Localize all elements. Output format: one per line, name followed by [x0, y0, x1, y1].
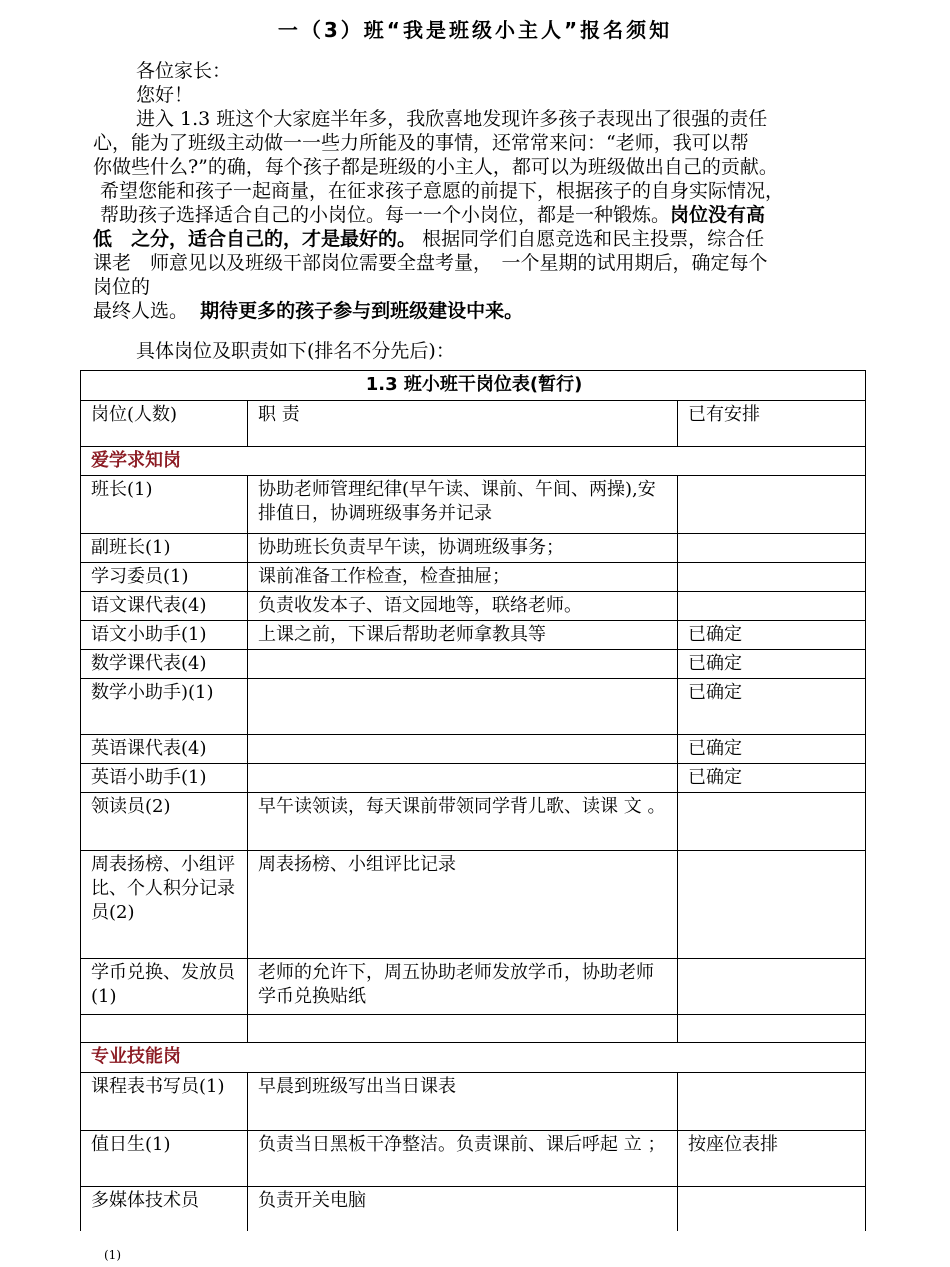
- status-cell: 已确定: [678, 621, 866, 650]
- table-row: [81, 1073, 866, 1131]
- status-cell: [678, 959, 866, 1015]
- role-cell: 语文小助手(1): [81, 621, 248, 650]
- role-cell: 多媒体技术员: [81, 1187, 248, 1231]
- emphasis-text: 岗位没有高: [670, 204, 766, 226]
- intro-line: 具体岗位及职责如下(排名不分先后)：: [136, 340, 455, 362]
- empty-row: [81, 1015, 866, 1043]
- status-cell: [678, 1073, 866, 1131]
- table-row: [81, 959, 866, 1015]
- empty-cell: [248, 1015, 678, 1043]
- duty-cell: 负责收发本子、语文园地等，联络老师。: [248, 592, 678, 621]
- status-cell: 已确定: [678, 735, 866, 764]
- role-cell: 领读员(2): [81, 793, 248, 851]
- paragraph-line-6: [93, 228, 764, 251]
- page-footnote: (1): [104, 1248, 121, 1262]
- duty-cell: 负责开关电脑: [248, 1187, 678, 1231]
- emphasis-text: 低 之分，适合自己的，才是最好的。: [93, 228, 417, 250]
- paragraph-line-7: 课老 师意见以及班级干部岗位需要全盘考量， 一个星期的试用期后，确定每个: [93, 252, 768, 274]
- table-row: [81, 735, 866, 764]
- role-cell: 数学小助手)(1): [81, 679, 248, 735]
- status-cell: [678, 592, 866, 621]
- table-row: [81, 764, 866, 793]
- duty-cell: 协助老师管理纪律(早午读、课前、午间、两操),安排值日，协调班级事务并记录: [248, 476, 678, 534]
- duty-cell: 上课之前，下课后帮助老师拿教具等: [248, 621, 678, 650]
- table-row: [81, 476, 866, 534]
- status-cell: 按座位表排: [678, 1131, 866, 1187]
- duty-cell: [248, 650, 678, 679]
- paragraph-line-4: 希望您能和孩子一起商量，在征求孩子意愿的前提下，根据孩子的自身实际情况，: [100, 180, 785, 202]
- paragraph-line-5: [100, 204, 765, 227]
- header-status: 已有安排: [678, 401, 866, 447]
- role-cell: 班长(1): [81, 476, 248, 534]
- table-row: [81, 534, 866, 563]
- paragraph-line-9: [93, 300, 523, 323]
- duty-cell: 课前准备工作检查，检查抽屉；: [248, 563, 678, 592]
- greeting: 各位家长：: [136, 60, 232, 82]
- empty-cell: [81, 1015, 248, 1043]
- status-cell: 已确定: [678, 650, 866, 679]
- status-cell: [678, 1187, 866, 1231]
- role-cell: 英语小助手(1): [81, 764, 248, 793]
- header-duty: 职 责: [248, 401, 678, 447]
- paragraph-text: 根据同学们自愿竞选和民主投票，综合任: [422, 228, 765, 250]
- table-row: [81, 592, 866, 621]
- paragraph-text: 最终人选。: [93, 300, 189, 322]
- table-row: [81, 1187, 866, 1231]
- duty-cell: 早午读领读，每天课前带领同学背儿歌、读课 文 。: [248, 793, 678, 851]
- duty-cell: 负责当日黑板干净整洁。负责课前、课后呼起 立 ；: [248, 1131, 678, 1187]
- header-role: 岗位(人数): [81, 401, 248, 447]
- table-row: [81, 1131, 866, 1187]
- paragraph-line-8: 岗位的: [93, 276, 151, 298]
- status-cell: 已确定: [678, 679, 866, 735]
- status-cell: 已确定: [678, 764, 866, 793]
- empty-cell: [678, 1015, 866, 1043]
- paragraph-line-3: 你做些什么?”的确，每个孩子都是班级的小主人，都可以为班级做出自己的贡献。: [93, 156, 778, 178]
- emphasis-text: 期待更多的孩子参与到班级建设中来。: [200, 300, 524, 322]
- duty-cell: [248, 735, 678, 764]
- duty-cell: 协助班长负责早午读，协调班级事务；: [248, 534, 678, 563]
- duty-cell: [248, 764, 678, 793]
- duty-cell: [248, 679, 678, 735]
- role-cell: 数学课代表(4): [81, 650, 248, 679]
- role-cell: 学币兑换、发放员(1): [81, 959, 248, 1015]
- paragraph-line-1: 进入 1.3 班这个大家庭半年多，我欣喜地发现许多孩子表现出了很强的责任: [136, 108, 768, 130]
- status-cell: [678, 793, 866, 851]
- roles-table: [80, 370, 866, 1231]
- table-row: [81, 793, 866, 851]
- duty-cell: 早晨到班级写出当日课表: [248, 1073, 678, 1131]
- role-cell: 值日生(1): [81, 1131, 248, 1187]
- duty-cell: 周表扬榜、小组评比记录: [248, 851, 678, 959]
- status-cell: [678, 534, 866, 563]
- role-cell: 周表扬榜、小组评比、个人积分记录员(2): [81, 851, 248, 959]
- table-row: [81, 679, 866, 735]
- section-heading: 专业技能岗: [81, 1043, 866, 1073]
- table-row: [81, 563, 866, 592]
- status-cell: [678, 476, 866, 534]
- role-cell: 语文课代表(4): [81, 592, 248, 621]
- table-caption: 1.3 班小班干岗位表(暂行): [81, 371, 866, 401]
- page-title: 一（3）班“我是班级小主人”报名须知: [277, 18, 673, 42]
- table-row: [81, 650, 866, 679]
- status-cell: [678, 563, 866, 592]
- role-cell: 学习委员(1): [81, 563, 248, 592]
- status-cell: [678, 851, 866, 959]
- duty-cell: 老师的允许下，周五协助老师发放学币，协助老师学币兑换贴纸: [248, 959, 678, 1015]
- hello-line: 您好！: [136, 84, 194, 106]
- role-cell: 英语课代表(4): [81, 735, 248, 764]
- paragraph-text: 帮助孩子选择适合自己的小岗位。每一一个小岗位，都是一种锻炼。: [100, 204, 671, 226]
- table-row: [81, 851, 866, 959]
- paragraph-line-2: 心，能为了班级主动做一一些力所能及的事情，还常常来问：“老师，我可以帮: [93, 132, 749, 154]
- table-row: [81, 621, 866, 650]
- section-heading: 爱学求知岗: [81, 447, 866, 476]
- role-cell: 课程表书写员(1): [81, 1073, 248, 1131]
- role-cell: 副班长(1): [81, 534, 248, 563]
